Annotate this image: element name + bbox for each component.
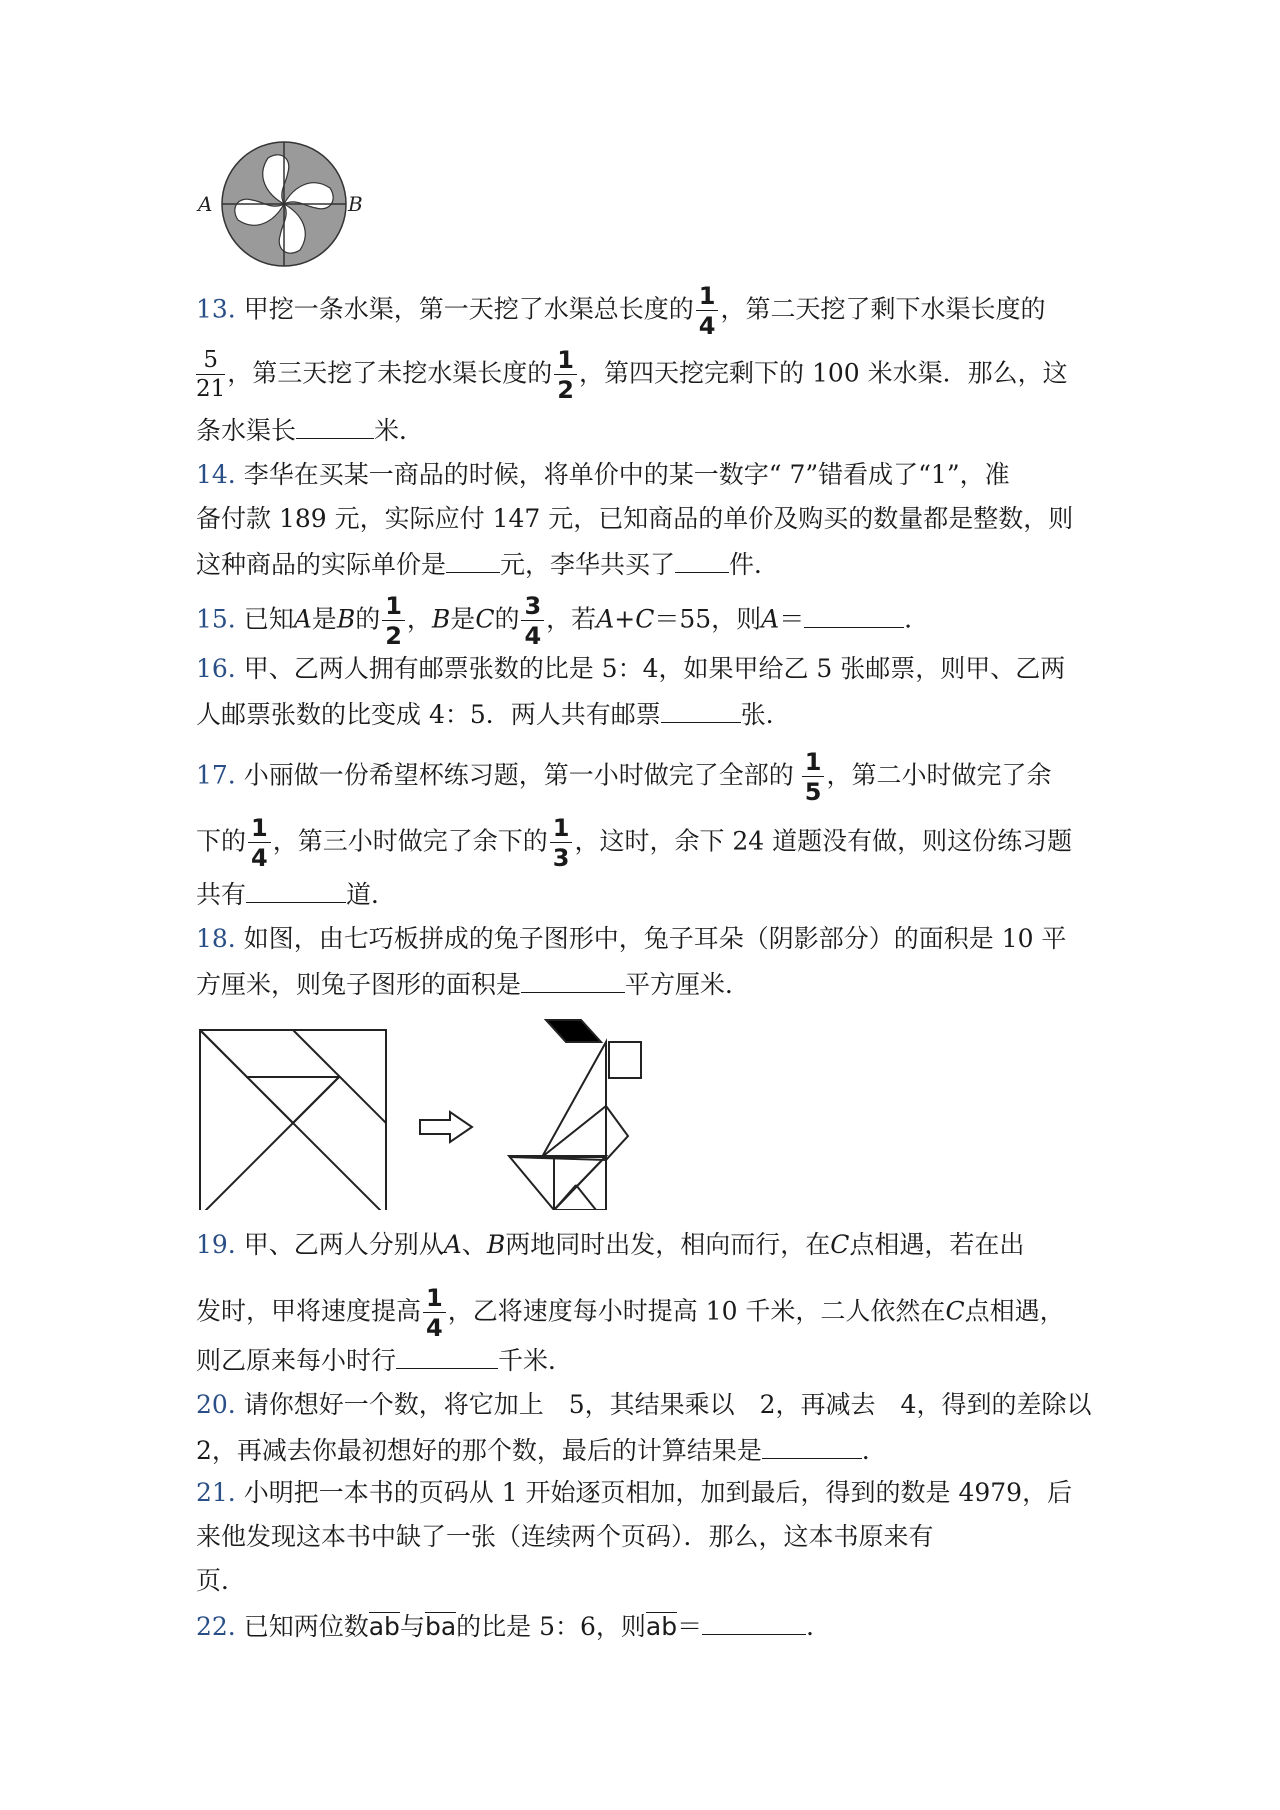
question-number: 20. bbox=[196, 1390, 236, 1419]
arrow-icon bbox=[420, 1112, 472, 1142]
answer-blank[interactable] bbox=[246, 880, 346, 903]
q19-line1: 19. 甲、乙两人分别从A、B两地同时出发，相向而行，在C点相遇，若在出 bbox=[196, 1230, 1025, 1259]
fraction: $\frac{1}{5}$ bbox=[802, 750, 825, 804]
q14-line1: 14. 李华在买某一商品的时候，将单价中的某一数字“ 7”错看成了“1”，准 bbox=[196, 460, 1010, 489]
q19-line2: 发时，甲将速度提高 $\frac{1}{4}$ ，乙将速度每小时提高 10 千米，二人依然在C点相遇， bbox=[196, 1284, 1065, 1342]
question-number: 15. bbox=[196, 604, 236, 634]
overlined-number: ab bbox=[368, 1612, 400, 1641]
answer-blank[interactable] bbox=[661, 700, 741, 723]
fraction: $\frac{5}{21}$ bbox=[196, 347, 226, 402]
q20-line2: 2，再减去你最初想好的那个数，最后的计算结果是 ． bbox=[196, 1436, 887, 1465]
fraction: $\frac{1}{4}$ bbox=[696, 284, 719, 338]
q16-line2: 人邮票张数的比变成 4：5．两人共有邮票 张． bbox=[196, 700, 791, 729]
q17-line1: 17. 小丽做一份希望杯练习题，第一小时做完了全部的 $\frac{1}{5}$ ，第二小时做完了余 bbox=[196, 748, 1052, 806]
fraction: $\frac{1}{2}$ bbox=[382, 594, 405, 648]
q14-line3: 这种商品的实际单价是 元，李华共买了 件． bbox=[196, 550, 780, 579]
question-number: 17. bbox=[196, 760, 236, 790]
fraction: $\frac{1}{2}$ bbox=[554, 348, 577, 402]
question-number: 16. bbox=[196, 654, 236, 683]
overlined-number: ba bbox=[424, 1612, 457, 1641]
q16-line1: 16. 甲、乙两人拥有邮票张数的比是 5：4，如果甲给乙 5 张邮票，则甲、乙两 bbox=[196, 654, 1066, 683]
pinwheel-circle-figure bbox=[196, 136, 366, 272]
q18-line1: 18. 如图，由七巧板拼成的兔子图形中，兔子耳朵（阴影部分）的面积是 10 平 bbox=[196, 924, 1067, 953]
q20-line1: 20. 请你想好一个数，将它加上 5，其结果乘以 2，再减去 4，得到的差除以 bbox=[196, 1390, 1092, 1419]
answer-blank[interactable] bbox=[804, 605, 904, 628]
answer-blank[interactable] bbox=[762, 1436, 862, 1459]
q19-line3: 则乙原来每小时行 千米． bbox=[196, 1346, 574, 1375]
q18-line2: 方厘米，则兔子图形的面积是 平方厘米． bbox=[196, 970, 751, 999]
question-number: 21. bbox=[196, 1478, 236, 1507]
answer-blank[interactable] bbox=[675, 550, 729, 573]
label-b: B bbox=[348, 192, 363, 216]
label-a: A bbox=[198, 192, 213, 216]
question-number: 13. bbox=[196, 294, 236, 324]
fraction: $\frac{1}{3}$ bbox=[550, 816, 573, 870]
q17-line2: 下的 $\frac{1}{4}$ ，第三小时做完了余下的 $\frac{1}{3}$ ，这时，余下 24 道题没有做，则这份练习题 bbox=[196, 814, 1073, 872]
overlined-number: ab bbox=[645, 1612, 678, 1641]
q13-line3: 条水渠长 米． bbox=[196, 416, 425, 445]
answer-blank[interactable] bbox=[446, 550, 500, 573]
q13-line2: $\frac{5}{21}$ ，第三天挖了未挖水渠长度的 $\frac{1}{2}$ ，第四天挖完剩下的 100 米水渠．那么，这 bbox=[196, 346, 1068, 404]
answer-blank[interactable] bbox=[296, 416, 374, 439]
fraction: $\frac{1}{4}$ bbox=[423, 1286, 446, 1340]
q17-line3: 共有 道． bbox=[196, 880, 397, 909]
q21-line2: 来他发现这本书中缺了一张（连续两个页码）．那么，这本书原来有 bbox=[196, 1522, 934, 1551]
question-number: 22. bbox=[196, 1612, 236, 1641]
q13-line1: 13. 甲挖一条水渠，第一天挖了水渠总长度的 $\frac{1}{4}$ ，第二天挖了剩下水渠长度的 bbox=[196, 282, 1046, 340]
fraction: $\frac{1}{4}$ bbox=[248, 816, 271, 870]
q22-line1: 22. 已知两位数ab与ba的比是 5：6，则ab＝ ． bbox=[196, 1612, 832, 1641]
rabbit-ear bbox=[546, 1020, 601, 1042]
answer-blank[interactable] bbox=[396, 1346, 498, 1369]
q21-line1: 21. 小明把一本书的页码从 1 开始逐页相加，加到最后，得到的数是 4979，后 bbox=[196, 1478, 1073, 1507]
fraction: $\frac{3}{4}$ bbox=[521, 594, 544, 648]
q21-line3: 页． bbox=[196, 1566, 247, 1595]
q14-line2: 备付款 189 元，实际应付 147 元，已知商品的单价及购买的数量都是整数，则 bbox=[196, 504, 1074, 533]
q15-line1: 15. 已知A是B的 $\frac{1}{2}$ ，B是C的 $\frac{3}{4}$ ，若A+C＝55，则A＝ ． bbox=[196, 592, 930, 650]
question-number: 19. bbox=[196, 1230, 236, 1259]
answer-blank[interactable] bbox=[521, 970, 625, 993]
tangram-figure bbox=[196, 1010, 676, 1210]
answer-blank[interactable] bbox=[702, 1612, 806, 1635]
question-number: 18. bbox=[196, 924, 236, 953]
question-number: 14. bbox=[196, 460, 236, 489]
